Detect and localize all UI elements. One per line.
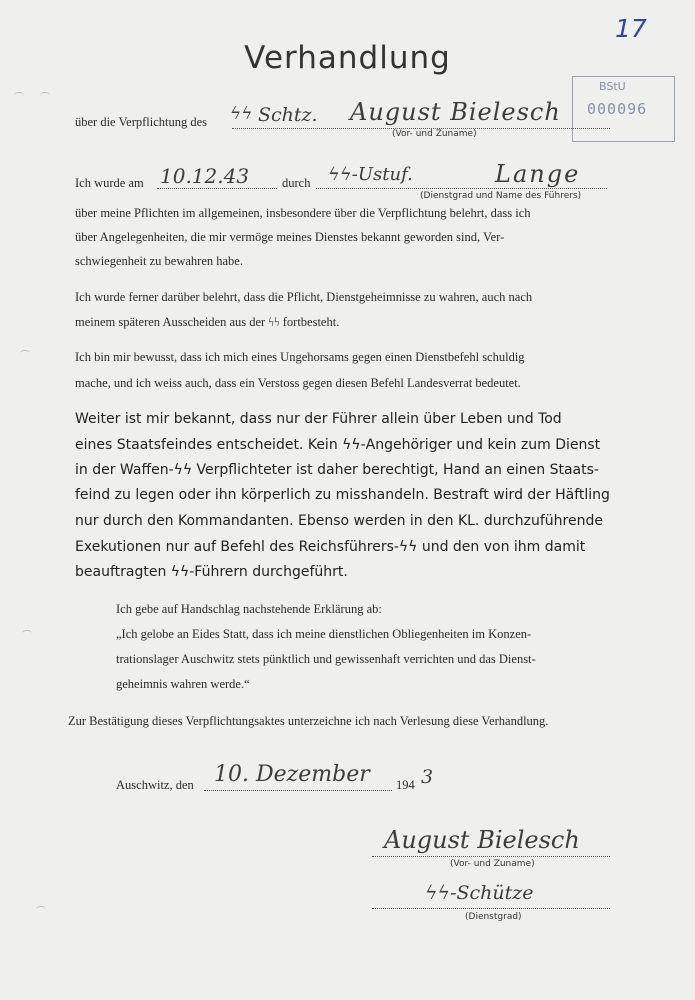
- paragraph4-line: eines Staatsfeindes entscheidet. Kein ϟϟ-Angehöriger und kein zum Dienst: [75, 437, 601, 453]
- obligation-rank: Schtz.: [258, 104, 318, 126]
- obligation-ss-sign: ϟϟ: [230, 104, 253, 124]
- place-date-prefix: Auschwitz, den: [116, 778, 194, 792]
- signature-caption: (Vor- und Zuname): [450, 859, 535, 869]
- paragraph4-line: nur durch den Kommandanten. Ebenso werden in den KL. durchzuführende: [75, 513, 603, 529]
- document-title: Verhandlung: [244, 40, 451, 76]
- confirmation-line: Zur Bestätigung dieses Verpflichtungsaktes unterzeichne ich nach Verlesung diese Verhandlung.: [68, 714, 549, 728]
- binder-hole-mark: [40, 92, 50, 99]
- instruction-date: 10.12.43: [160, 164, 250, 188]
- paragraph4-line: Weiter ist mir bekannt, dass nur der Führer allein über Leben und Tod: [75, 411, 562, 427]
- paragraph1-line: über meine Pflichten im allgemeinen, insbesondere über die Verpflichtung belehrt, dass ich: [75, 206, 531, 220]
- paragraph3-line: Ich bin mir bewusst, dass ich mich eines Ungehorsams gegen einen Dienstbefehl schuldig: [75, 350, 525, 364]
- binder-hole-mark: [14, 92, 24, 99]
- declaration-line: „Ich gelobe an Eides Statt, dass ich meine dienstlichen Obliegenheiten im Konzen-: [116, 627, 532, 641]
- signature-handwritten: August Bielesch: [384, 826, 580, 854]
- paragraph2-line: meinem späteren Ausscheiden aus der ϟϟ fortbesteht.: [75, 315, 340, 329]
- paragraph1-line: über Angelegenheiten, die mir vermöge meines Dienstes bekannt geworden sind, Ver-: [75, 230, 505, 244]
- binder-hole-mark: [20, 350, 30, 357]
- officer-rank: ϟϟ-Ustuf.: [328, 164, 413, 185]
- stamp-number: 000096: [587, 100, 648, 118]
- instruction-middle: durch: [282, 176, 311, 190]
- declaration-intro: Ich gebe auf Handschlag nachstehende Erklärung ab:: [116, 602, 382, 616]
- place-date-year-prefix: 194: [396, 778, 415, 792]
- paragraph3-line: mache, und ich weiss auch, dass ein Verstoss gegen diesen Befehl Landesverrat bedeutet.: [75, 376, 521, 390]
- declaration-line: trationslager Auschwitz stets pünktlich und gewissenhaft verrichten und das Dienst-: [116, 652, 536, 666]
- rank-caption: (Dienstgrad): [465, 912, 522, 922]
- paragraph4-line: in der Waffen-ϟϟ Verpflichteter ist daher berechtigt, Hand an einen Staats-: [75, 462, 599, 478]
- binder-hole-mark: [36, 906, 46, 913]
- place-date-handwritten: 10. Dezember: [214, 762, 370, 787]
- officer-name: Lange: [495, 160, 581, 188]
- obligation-name: August Bielesch: [350, 98, 561, 126]
- paragraph2-line: Ich wurde ferner darüber belehrt, dass die Pflicht, Dienstgeheimnisse zu wahren, auch nach: [75, 290, 533, 304]
- page-number: 17: [615, 14, 647, 43]
- place-date-year-digit: 3: [421, 766, 434, 788]
- rank-handwritten: ϟϟ-Schütze: [425, 882, 534, 904]
- declaration-line: geheimnis wahren werde.“: [116, 677, 250, 691]
- obligation-caption: (Vor- und Zuname): [392, 129, 477, 139]
- officer-caption: (Dienstgrad und Name des Führers): [420, 191, 582, 201]
- binder-hole-mark: [22, 630, 32, 637]
- paragraph4-line: beauftragten ϟϟ-Führern durchgeführt.: [75, 564, 348, 580]
- paragraph1-line: schwiegenheit zu bewahren habe.: [75, 254, 243, 268]
- instruction-prefix: Ich wurde am: [75, 176, 144, 190]
- paragraph4-line: feind zu legen oder ihn körperlich zu misshandeln. Bestraft wird der Häftling: [75, 487, 610, 503]
- stamp-label: BStU: [599, 80, 626, 93]
- obligation-prefix: über die Verpflichtung des: [75, 115, 208, 129]
- paragraph4-line: Exekutionen nur auf Befehl des Reichsführers-ϟϟ und den von ihm damit: [75, 539, 586, 555]
